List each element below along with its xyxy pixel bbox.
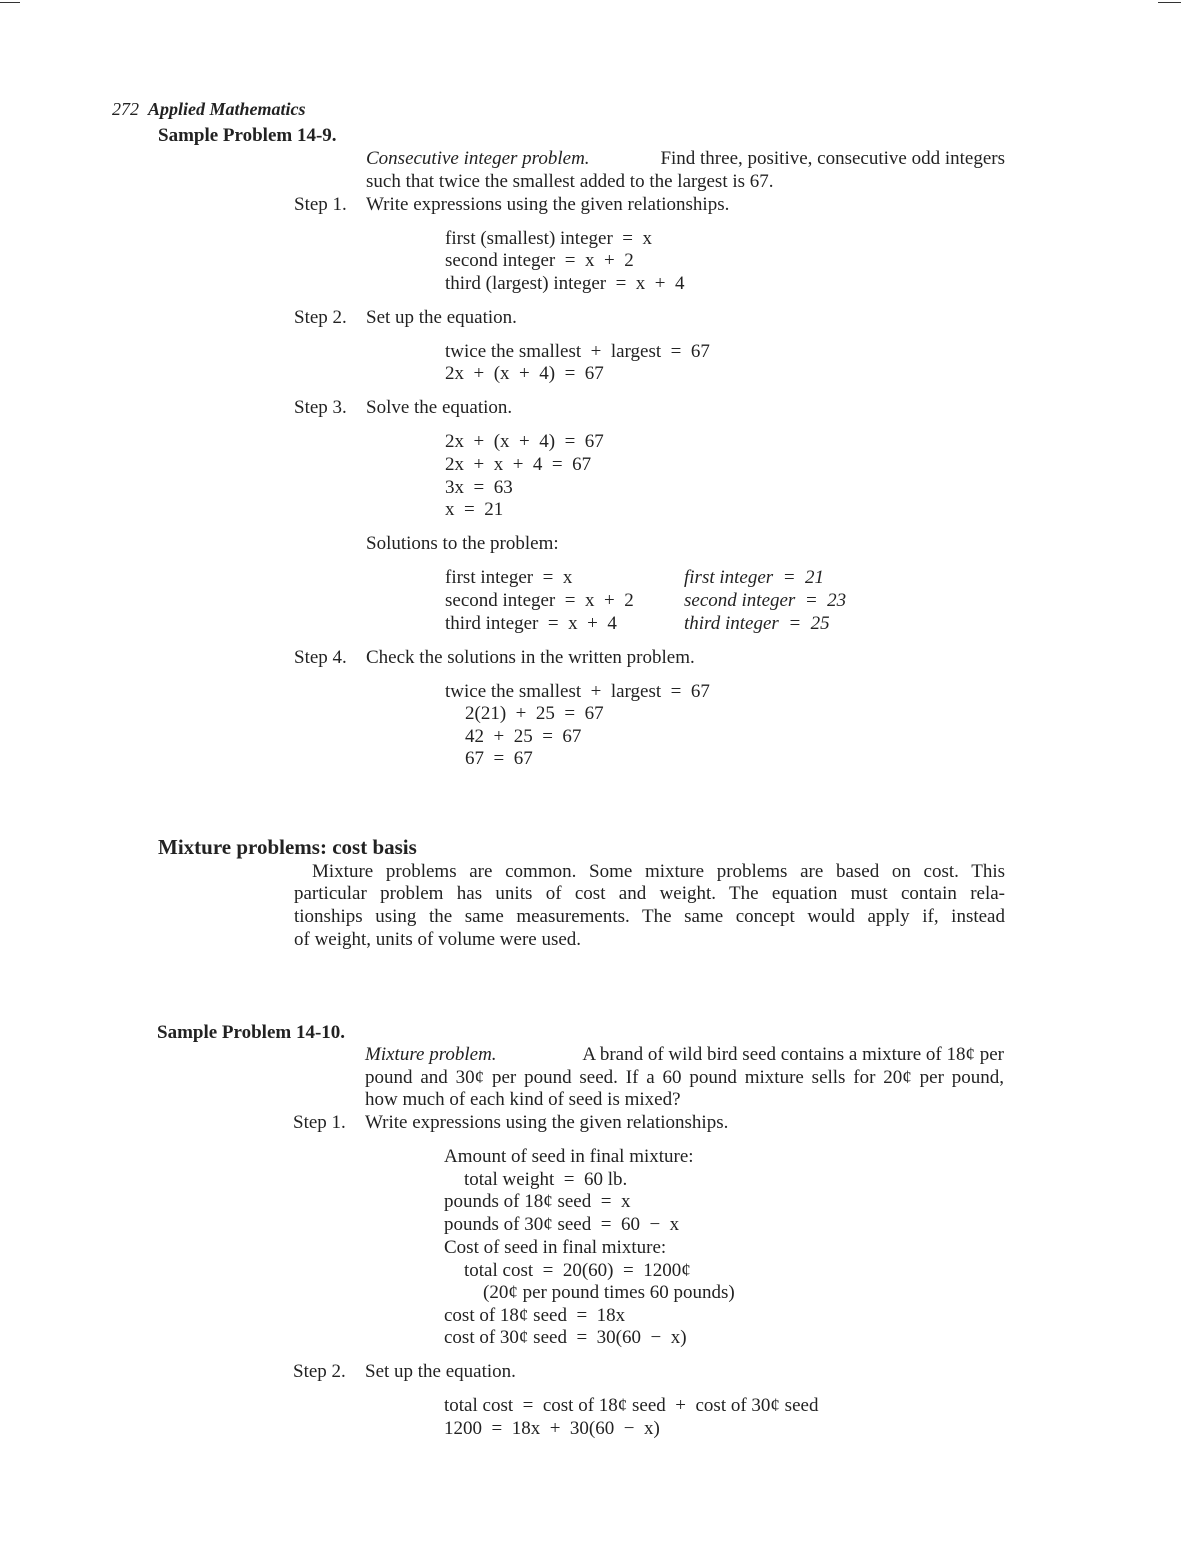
problem-statement-line: [365, 1044, 1004, 1066]
equation-line: 1200 = 18x + 30(60 − x): [444, 1418, 660, 1439]
step-text: Set up the equation.: [365, 1361, 516, 1382]
problem-14-10-title: Sample Problem 14-10.: [157, 1022, 346, 1043]
problem-type: Mixture problem.: [365, 1044, 497, 1065]
paragraph-line: particular problem has units of cost and weight. The equation must contain rela-: [294, 883, 1005, 904]
solution-expression: second integer = x + 2: [445, 590, 634, 611]
equation-line: 42 + 25 = 67: [465, 726, 582, 747]
solution-expression: third integer = x + 4: [445, 613, 617, 634]
equation-line: total cost = 20(60) = 1200¢: [464, 1260, 691, 1281]
solution-expression: first integer = x: [445, 567, 573, 588]
paragraph-line: Mixture problems are common. Some mixture problems are based on cost. This: [312, 861, 1005, 882]
book-title: Applied Mathematics: [148, 99, 306, 119]
equation-line: second integer = x + 2: [445, 250, 634, 271]
equation-line: cost of 18¢ seed = 18x: [444, 1305, 626, 1326]
solution-value: second integer = 23: [684, 590, 847, 611]
step-label: Step 1.: [293, 1112, 346, 1133]
problem-type: Consecutive integer problem.: [366, 148, 590, 169]
equation-line: third (largest) integer = x + 4: [445, 273, 685, 294]
step-label: Step 3.: [294, 397, 347, 418]
crop-mark-right: [1158, 2, 1181, 3]
equation-line: 2x + x + 4 = 67: [445, 454, 592, 475]
problem-statement-line: how much of each kind of seed is mixed?: [365, 1089, 681, 1110]
problem-statement-line: such that twice the smallest added to the largest is 67.: [366, 171, 774, 192]
equation-line: 2x + (x + 4) = 67: [445, 431, 604, 452]
equation-line: 2(21) + 25 = 67: [465, 703, 604, 724]
solutions-label: Solutions to the problem:: [366, 533, 559, 554]
equation-line: 67 = 67: [465, 748, 533, 769]
step-label: Step 1.: [294, 194, 347, 215]
statement-text: Find three, positive, consecutive odd integers: [660, 148, 1005, 169]
step-text: Solve the equation.: [366, 397, 513, 418]
page-number: 272: [112, 99, 139, 119]
equation-line: total cost = cost of 18¢ seed + cost of 30¢ seed: [444, 1395, 819, 1416]
step-text: Write expressions using the given relationships.: [366, 194, 730, 215]
step-text: Set up the equation.: [366, 307, 517, 328]
equation-line: twice the smallest + largest = 67: [445, 681, 710, 702]
step-text: Write expressions using the given relationships.: [365, 1112, 729, 1133]
running-header: [103, 76, 306, 120]
problem-statement-line: [366, 148, 1005, 170]
step-text: Check the solutions in the written problem.: [366, 647, 695, 668]
paragraph-line: tionships using the same measurements. The same concept would apply if, instead: [294, 906, 1005, 927]
equation-line: x = 21: [445, 499, 504, 520]
section-heading: Mixture problems: cost basis: [158, 835, 417, 859]
equation-line: 3x = 63: [445, 477, 513, 498]
equation-line: Amount of seed in final mixture:: [444, 1146, 694, 1167]
problem-14-9-title: Sample Problem 14-9.: [158, 125, 337, 146]
solution-value: third integer = 25: [684, 613, 830, 634]
solution-value: first integer = 21: [684, 567, 825, 588]
crop-mark-left: [0, 2, 20, 3]
equation-line: Cost of seed in final mixture:: [444, 1237, 667, 1258]
equation-line: (20¢ per pound times 60 pounds): [483, 1282, 735, 1303]
equation-line: twice the smallest + largest = 67: [445, 341, 710, 362]
equation-line: first (smallest) integer = x: [445, 228, 652, 249]
step-label: Step 4.: [294, 647, 347, 668]
step-label: Step 2.: [293, 1361, 346, 1382]
statement-text: A brand of wild bird seed contains a mixture of 18¢ per: [582, 1044, 1004, 1065]
paragraph-line: of weight, units of volume were used.: [294, 929, 582, 950]
equation-line: total weight = 60 lb.: [464, 1169, 628, 1190]
problem-statement-line: pound and 30¢ per pound seed. If a 60 pound mixture sells for 20¢ per pound,: [365, 1067, 1004, 1088]
equation-line: pounds of 18¢ seed = x: [444, 1191, 631, 1212]
equation-line: cost of 30¢ seed = 30(60 − x): [444, 1327, 687, 1348]
equation-line: 2x + (x + 4) = 67: [445, 363, 604, 384]
equation-line: pounds of 30¢ seed = 60 − x: [444, 1214, 680, 1235]
step-label: Step 2.: [294, 307, 347, 328]
